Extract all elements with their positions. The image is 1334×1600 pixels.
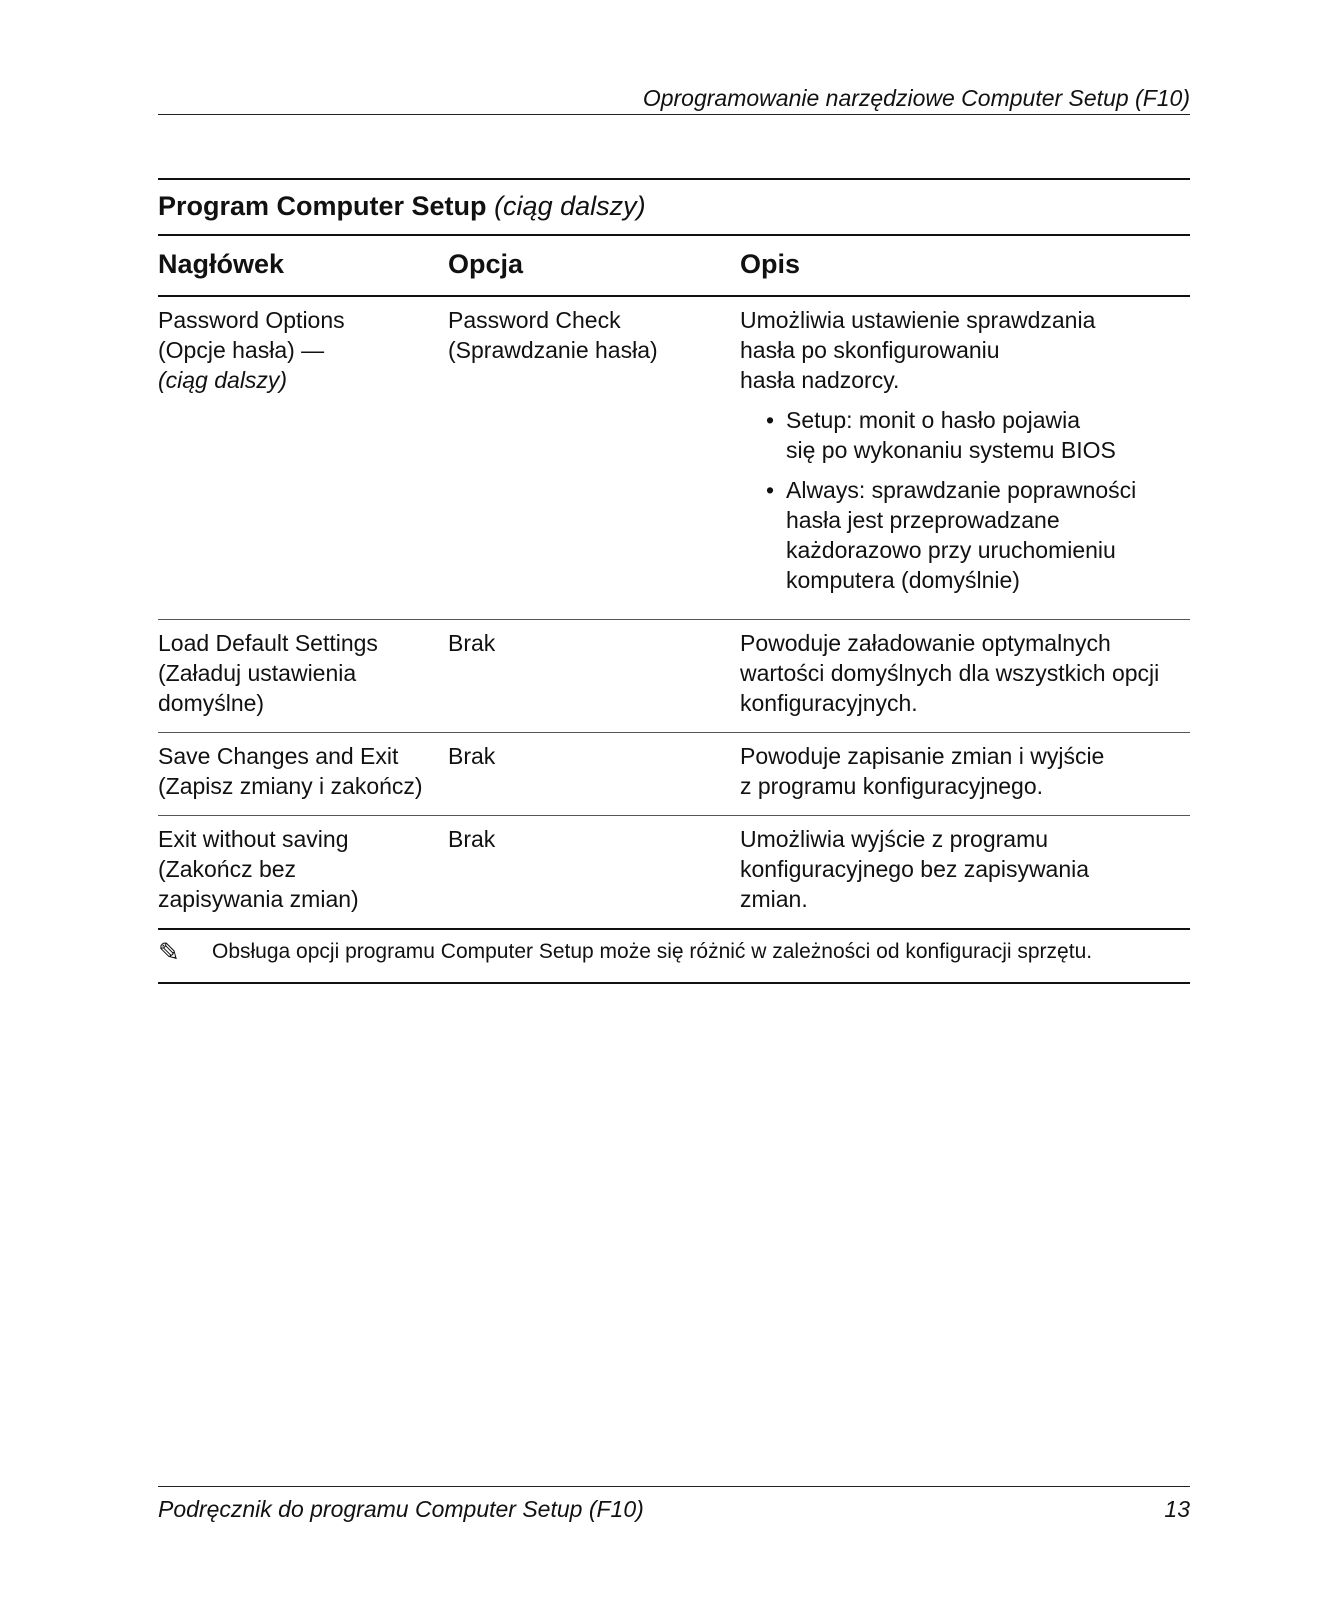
bullet-line: komputera (domyślnie): [786, 567, 1020, 593]
heading-line: Load Default Settings: [158, 630, 378, 656]
footer-rule: [158, 1486, 1190, 1487]
heading-line: zapisywania zmian): [158, 886, 359, 912]
heading-line: domyślne): [158, 690, 265, 716]
option-line: Password Check: [448, 307, 621, 333]
row-heading-cell: [158, 305, 448, 605]
row-option-cell: [448, 305, 740, 605]
setup-options-table: [158, 178, 1190, 984]
running-header: Oprogramowanie narzędziowe Computer Setup (F10): [642, 85, 1190, 111]
description-line: Umożliwia ustawienie sprawdzania: [740, 307, 1096, 333]
description-line: hasła po skonfigurowaniu: [740, 337, 1000, 363]
description-line: z programu konfiguracyjnego.: [740, 773, 1043, 799]
row-heading-cell: [158, 824, 448, 914]
description-line: zmian.: [740, 886, 808, 912]
table-title: [158, 180, 1190, 236]
page-number: 13: [1164, 1496, 1190, 1522]
row-description-cell: [740, 305, 1190, 605]
bullet-line: hasła jest przeprowadzane: [786, 507, 1060, 533]
page-footer: [158, 1494, 1190, 1524]
header-rule: [158, 114, 1190, 115]
row-option-cell: [448, 824, 740, 914]
pencil-note-icon: ✎: [158, 937, 180, 967]
bullet-line: • Setup: monit o hasło pojawia: [786, 407, 1081, 433]
heading-line: (Zapisz zmiany i zakończ): [158, 773, 423, 799]
note-text: Obsługa opcji programu Computer Setup może się różnić w zależności od konfiguracji sprzętu.: [212, 940, 1093, 963]
column-header-description: Opis: [740, 249, 801, 279]
bullet-line: • Always: sprawdzanie poprawności: [786, 477, 1137, 503]
description-line: konfiguracyjnych.: [740, 690, 918, 716]
table-title-continued: (ciąg dalszy): [494, 191, 646, 221]
description-line: Powoduje zapisanie zmian i wyjście: [740, 743, 1105, 769]
table-row: [158, 733, 1190, 816]
row-option-cell: [448, 741, 740, 801]
option-line: Brak: [448, 630, 496, 656]
bullet-item: [740, 475, 1190, 595]
heading-line: (Opcje hasła) —: [158, 337, 325, 363]
description-line: hasła nadzorcy.: [740, 367, 900, 393]
row-heading-cell: [158, 628, 448, 718]
row-description-cell: [740, 741, 1190, 801]
description-line: Umożliwia wyjście z programu: [740, 826, 1049, 852]
footer-title: Podręcznik do programu Computer Setup (F10): [158, 1496, 644, 1522]
description-line: Powoduje załadowanie optymalnych: [740, 630, 1111, 656]
bullet-line: się po wykonaniu systemu BIOS: [786, 437, 1116, 463]
bullet-line: każdorazowo przy uruchomieniu: [786, 537, 1116, 563]
description-line: konfiguracyjnego bez zapisywania: [740, 856, 1090, 882]
bullet-item: [740, 405, 1190, 465]
row-heading-cell: [158, 741, 448, 801]
heading-line: (Zakończ bez: [158, 856, 297, 882]
table-title-main: Program Computer Setup: [158, 191, 487, 221]
heading-continued: (ciąg dalszy): [158, 367, 288, 393]
heading-line: Save Changes and Exit: [158, 743, 399, 769]
heading-line: Password Options: [158, 307, 345, 333]
option-line: Brak: [448, 743, 496, 769]
column-headers: [158, 236, 1190, 297]
description-line: wartości domyślnych dla wszystkich opcji: [740, 660, 1160, 686]
bullet-list: [740, 405, 1190, 595]
note-box: [158, 928, 1190, 984]
heading-line: Exit without saving: [158, 826, 349, 852]
option-line: Brak: [448, 826, 496, 852]
table-row: [158, 297, 1190, 620]
row-option-cell: [448, 628, 740, 718]
row-description-cell: [740, 824, 1190, 914]
column-header-option: Opcja: [448, 249, 524, 279]
row-description-cell: [740, 628, 1190, 718]
table-row: [158, 620, 1190, 733]
column-header-heading: Nagłówek: [158, 249, 285, 279]
option-line: (Sprawdzanie hasła): [448, 337, 658, 363]
table-row: [158, 816, 1190, 928]
heading-line: (Załaduj ustawienia: [158, 660, 357, 686]
